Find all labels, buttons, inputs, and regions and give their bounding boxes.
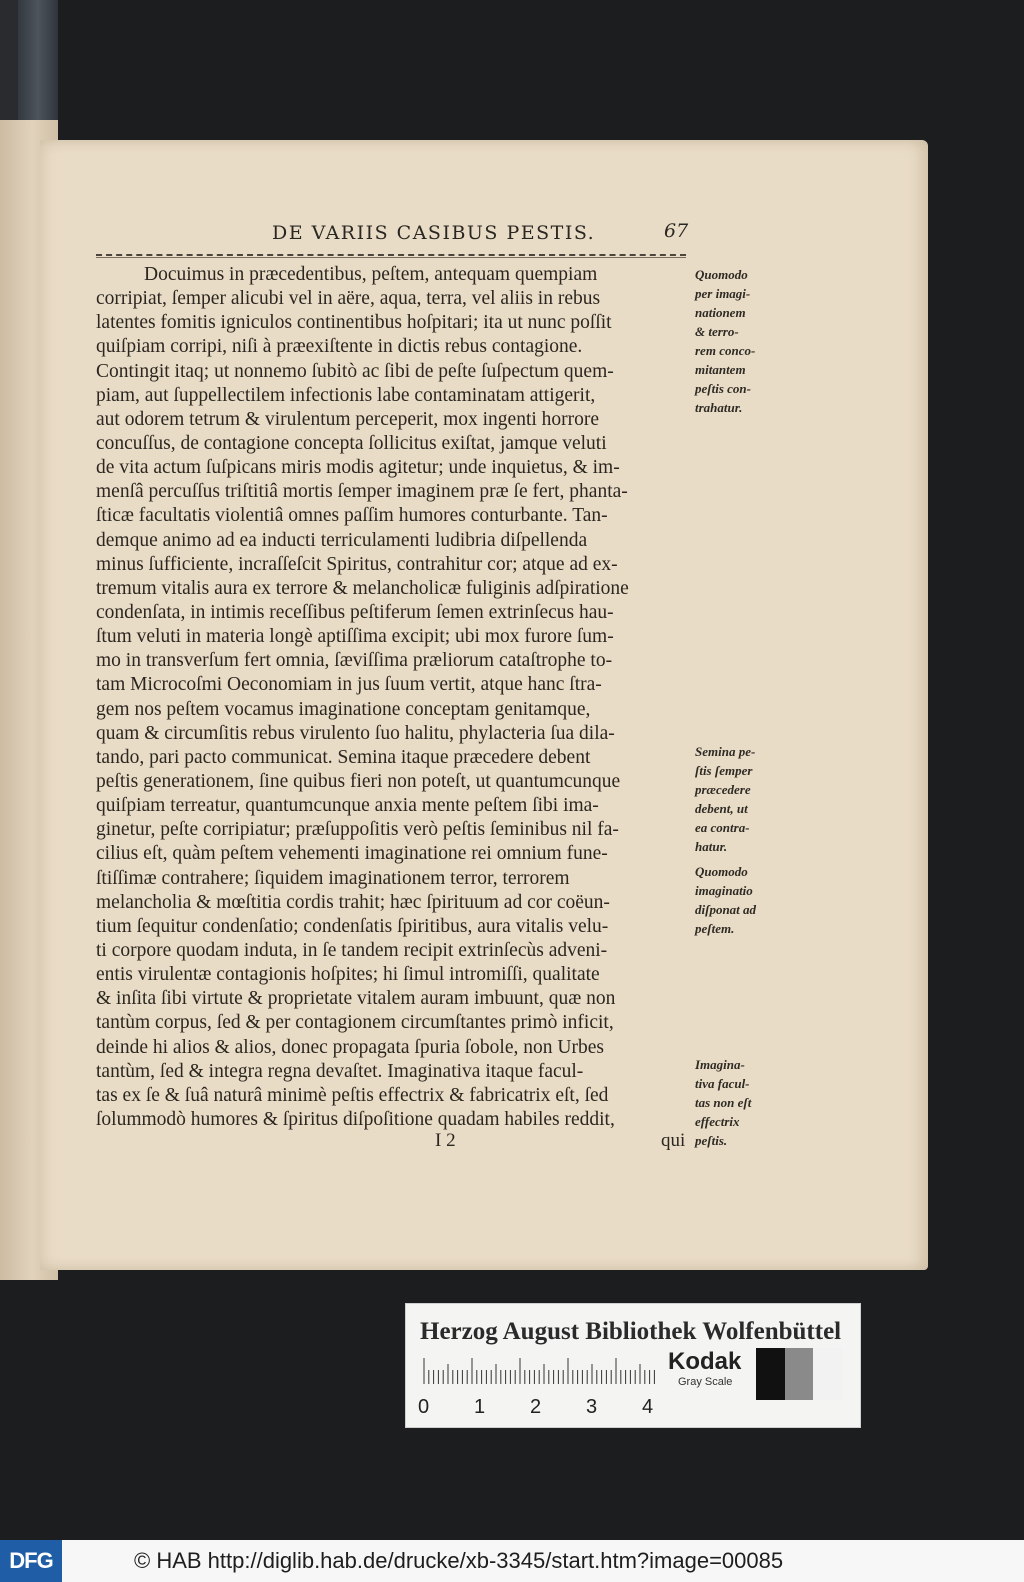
color-target [405,1303,861,1428]
text-line: corripiat, ſemper alicubi vel in aëre, aqua, terra, vel aliis in rebus [96,288,601,310]
margin-note [695,265,791,417]
margin-note [695,1055,791,1150]
ruler-number: 1 [474,1396,486,1418]
margin-note-line: hatur. [695,839,728,854]
margin-note-line: mitantem [695,362,746,377]
text-line: tas ex ſe & ſuâ naturâ minimè peſtis effectrix & fabricatrix eſt, ſed [96,1084,609,1106]
ruler-number: 0 [418,1396,430,1418]
margin-note-line: rem conco- [695,343,756,358]
margin-note-line: debent, ut [695,801,748,816]
margin-note-line: ea contra- [695,820,750,835]
margin-note-line: nationem [695,305,746,320]
text-line: tam Microcoſmi Oeconomiam in jus ſuum vertit, atque hanc ſtra- [96,674,602,696]
text-line: tium ſequitur condenſatio; condenſatis ſpiritibus, aura vitalis velu- [96,915,609,937]
text-line: ginetur, peſte corripiatur; præſuppoſitis verò peſtis ſeminibus nil fa- [96,819,619,841]
text-line: peſtis generationem, ſine quibus fieri non poteſt, ut quantumcunque [96,770,621,792]
text-line: concuſſus, de contagione concepta ſollicitus exiſtat, jamque veluti [96,432,607,454]
text-line: demque animo ad ea inducti terriculamenti ludibria diſpellenda [96,529,588,551]
catchword: qui [661,1130,686,1151]
signature-mark: I 2 [435,1130,456,1151]
gray-scale-patches [756,1348,842,1400]
text-line: ſtiſſimæ contrahere; ſiquidem imaginationem terror, terrorem [96,867,570,889]
text-line: tando, pari pacto communicat. Semina itaque præcedere debent [96,746,591,768]
ruler-ticks [420,1356,660,1386]
text-line: deinde hi alios & alios, donec propagata ſpuria ſobole, non Urbes [96,1036,604,1058]
running-title: DE VARIIS CASIBUS PESTIS. [272,222,596,244]
header-rule [96,254,686,258]
margin-note-line: tiva facul- [695,1076,750,1091]
text-line: tantùm corpus, ſed & per contagionem circumſtantes primò inficit, [96,1012,614,1034]
dfg-logo: DFG [0,1540,62,1582]
text-line: ti corpore quodam induta, in ſe tandem recipit extrinſecùs adveni- [96,939,608,961]
text-line: tremum vitalis aura ex terrore & melancholicæ fuliginis adſpiratione [96,577,629,599]
margin-note-line: & terro- [695,324,739,339]
ruler-number: 3 [586,1396,598,1418]
margin-note-line: tas non eſt [695,1095,752,1110]
text-line: gem nos peſtem vocamus imaginatione conceptam genitamque, [96,698,591,720]
margin-note-line: peſtis. [695,1133,728,1148]
text-line: latentes fomitis igniculos continentibus hoſpitari; ita ut nunc poſſit [96,312,612,334]
margin-note-line: peſtis con- [695,381,751,396]
page-header [96,220,689,250]
text-line: de vita actum ſuſpicans miris modis agitetur; unde inquietus, & im- [96,457,620,479]
text-line: ſolummodò humores & ſpiritus diſpoſitione quadam habiles reddit, [96,1108,615,1130]
ruler-number: 2 [530,1396,542,1418]
text-line: quiſpiam terreatur, quantumcunque anxia mente peſtem ſibi ima- [96,795,599,817]
text-line: menſâ percuſſus triſtitiâ mortis ſemper imaginem præ ſe fert, phanta- [96,481,628,503]
text-line: condenſata, in intimis receſſibus peſtiferum ſemen extrinſecus hau- [96,601,614,623]
margin-note-line: præcedere [695,782,751,797]
text-line: & inſita ſibi virtute & proprietate vitalem auram imbuunt, quæ non [96,988,616,1010]
margin-note-line: diſponat ad [695,902,757,917]
text-line: quiſpiam corripi, niſi à præexiſtente in dictis rebus contagione. [96,336,583,358]
margin-note-line: peſtem. [695,921,735,936]
ruler-number: 4 [642,1396,654,1418]
text-line: melancholia & mœſtitia cordis trahit; hæc ſpirituum ad cor coëun- [96,891,610,913]
kodak-logo: Kodak [668,1348,742,1375]
text-line: quam & circumſitis rebus virulento ſuo halitu, phylacteria ſua dila- [96,722,615,744]
text-line: minus ſufficiente, incraſſeſcit Spiritus, contrahitur cor; atque ad ex- [96,553,618,575]
margin-note-line: imaginatio [695,883,753,898]
margin-note [695,862,791,938]
text-line: Contingit itaq; ut nonnemo ſubitò ac ſibi de peſte ſuſpectum quem- [96,360,614,382]
margin-note-line: Quomodo [695,267,748,282]
margin-note-line: Imagina- [695,1057,745,1072]
margin-note-line: trahatur. [695,400,743,415]
page-number: 67 [664,220,689,242]
margin-note-line: Quomodo [695,864,748,879]
ruler-numbers [416,1396,666,1420]
text-line: entis virulentæ contagionis hoſpites; hi ſimul intromiſſi, qualitate [96,964,600,986]
text-line: ſtum veluti in materia longè aptiſſima excipit; ubi mox furore ſum- [96,626,614,648]
margin-note-line: effectrix [695,1114,740,1129]
body-text [96,263,692,1132]
text-line: piam, aut ſuppellectilem infectionis labe contaminatam attigerit, [96,384,596,406]
footer-credit: © HAB http://diglib.hab.de/drucke/xb-3345/start.htm?image=00085 [134,1548,784,1573]
margin-note [695,742,791,856]
text-line: aut odorem tetrum & virulentum perceperit, mox ingenti horrore [96,408,600,430]
text-line: mo in transverſum fert omnia, ſæviſſima præliorum cataſtrophe to- [96,650,613,672]
institution-name: Herzog August Bibliothek Wolfenbüttel [420,1318,842,1345]
text-line: tantùm, ſed & integra regna devaſtet. Imaginativa itaque facul- [96,1060,584,1082]
footer-bar [0,1540,1024,1582]
text-line: Docuimus in præcedentibus, peſtem, antequam quempiam [144,264,598,285]
kodak-subtitle: Gray Scale [678,1376,733,1388]
margin-note-line: per imagi- [695,286,751,301]
margin-note-line: Semina pe- [695,744,756,759]
text-line: ſticæ facultatis violentiâ omnes paſſim humores conturbante. Tan- [96,505,608,527]
margin-note-line: ſtis ſemper [695,763,753,778]
text-line: cilius eſt, quàm peſtem vehementi imaginatione rei omnium fune- [96,843,608,865]
